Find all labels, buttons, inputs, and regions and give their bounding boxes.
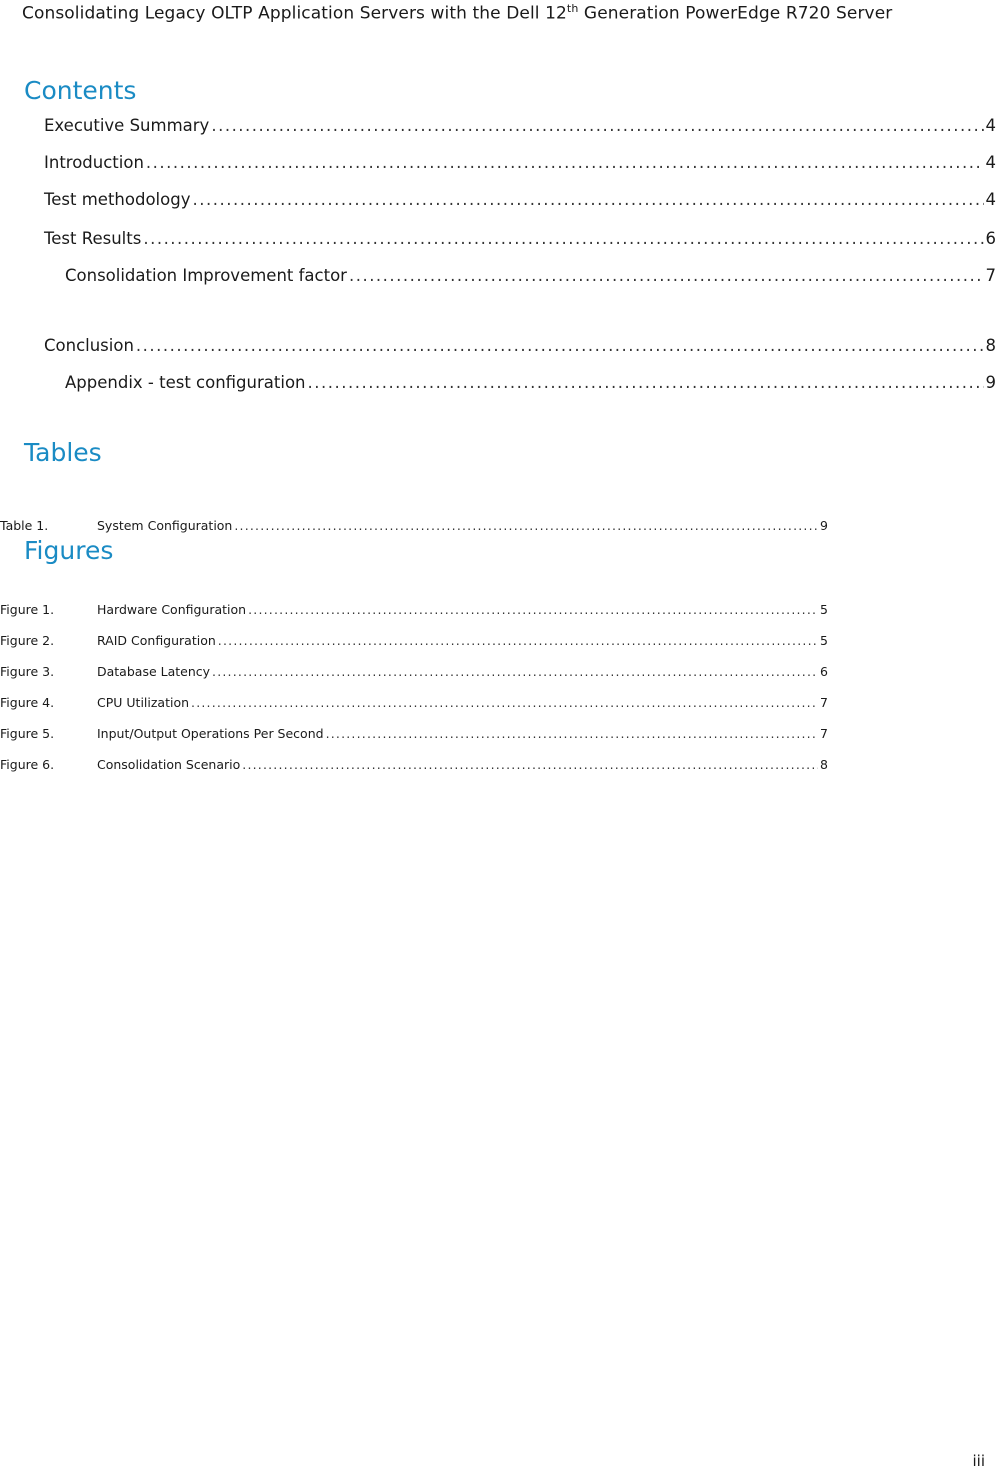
dot-leader [234, 518, 818, 533]
figure-caption: Database Latency [97, 664, 211, 679]
toc-entry-label: Test methodology [44, 190, 191, 209]
toc-entry-page: 9 [985, 373, 996, 392]
figure-caption: Input/Output Operations Per Second [97, 726, 324, 741]
figure-page: 8 [820, 757, 828, 772]
figure-caption: RAID Configuration [97, 633, 216, 648]
table-caption: System Configuration [97, 518, 233, 533]
contents-heading: Contents [24, 76, 137, 105]
dot-leader [136, 336, 984, 355]
figure-number: Figure 2. [0, 633, 55, 648]
dot-leader [308, 373, 984, 392]
header-title-sup: th [566, 2, 579, 15]
toc-entry-page: 6 [985, 229, 996, 248]
figure-page: 5 [820, 633, 828, 648]
toc-entry-page: 4 [985, 190, 996, 209]
figure-caption: Consolidation Scenario [97, 757, 241, 772]
toc-entry-page: 8 [985, 336, 996, 355]
figure-number: Figure 5. [0, 726, 55, 741]
page-number: iii [972, 1452, 985, 1470]
figure-page: 6 [820, 664, 828, 679]
toc-entry-page: 7 [985, 266, 996, 285]
toc-entry-conclusion[interactable] [44, 336, 996, 355]
header-title-rest: Generation PowerEdge R720 Server [578, 3, 893, 24]
toc-entry-introduction[interactable] [44, 153, 996, 172]
table-number: Table 1. [0, 518, 49, 533]
toc-entry-page: 4 [985, 153, 996, 172]
toc-entry-page: 4 [985, 116, 996, 135]
table-list-entry-1[interactable] [0, 518, 828, 533]
dot-leader [191, 695, 818, 710]
figure-list-entry-4[interactable] [0, 695, 828, 710]
figure-caption: CPU Utilization [97, 695, 190, 710]
toc-entry-label: Introduction [44, 153, 144, 172]
document-header [22, 2, 892, 24]
figure-number: Figure 4. [0, 695, 55, 710]
figure-list-entry-3[interactable] [0, 664, 828, 679]
dot-leader [218, 633, 818, 648]
figure-number: Figure 1. [0, 602, 55, 617]
toc-entry-label: Executive Summary [44, 116, 210, 135]
dot-leader [211, 116, 983, 135]
toc-entry-label: Conclusion [44, 336, 134, 355]
figure-page: 7 [820, 726, 828, 741]
figure-page: 7 [820, 695, 828, 710]
figures-heading: Figures [24, 536, 114, 565]
toc-entry-label: Test Results [44, 229, 142, 248]
toc-entry-test-results[interactable] [44, 229, 996, 248]
dot-leader [349, 266, 984, 285]
dot-leader [212, 664, 818, 679]
tables-heading: Tables [24, 438, 102, 467]
figure-list-entry-1[interactable] [0, 602, 828, 617]
table-page: 9 [820, 518, 828, 533]
dot-leader [248, 602, 818, 617]
dot-leader [143, 229, 983, 248]
dot-leader [146, 153, 984, 172]
toc-entry-label: Appendix - test configuration [65, 373, 306, 392]
figure-number: Figure 6. [0, 757, 55, 772]
toc-entry-consolidation-improvement-factor[interactable] [65, 266, 996, 285]
toc-entry-appendix-test-configuration[interactable] [65, 373, 996, 392]
toc-entry-executive-summary[interactable] [44, 116, 996, 135]
dot-leader [326, 726, 818, 741]
dot-leader [242, 757, 818, 772]
dot-leader [192, 190, 983, 209]
toc-entry-test-methodology[interactable] [44, 190, 996, 209]
figure-page: 5 [820, 602, 828, 617]
figure-list-entry-5[interactable] [0, 726, 828, 741]
header-title-main: Consolidating Legacy OLTP Application Servers with the Dell 12 [22, 3, 567, 24]
figure-caption: Hardware Configuration [97, 602, 247, 617]
figure-number: Figure 3. [0, 664, 55, 679]
figure-list-entry-2[interactable] [0, 633, 828, 648]
figure-list-entry-6[interactable] [0, 757, 828, 772]
toc-entry-label: Consolidation Improvement factor [65, 266, 347, 285]
